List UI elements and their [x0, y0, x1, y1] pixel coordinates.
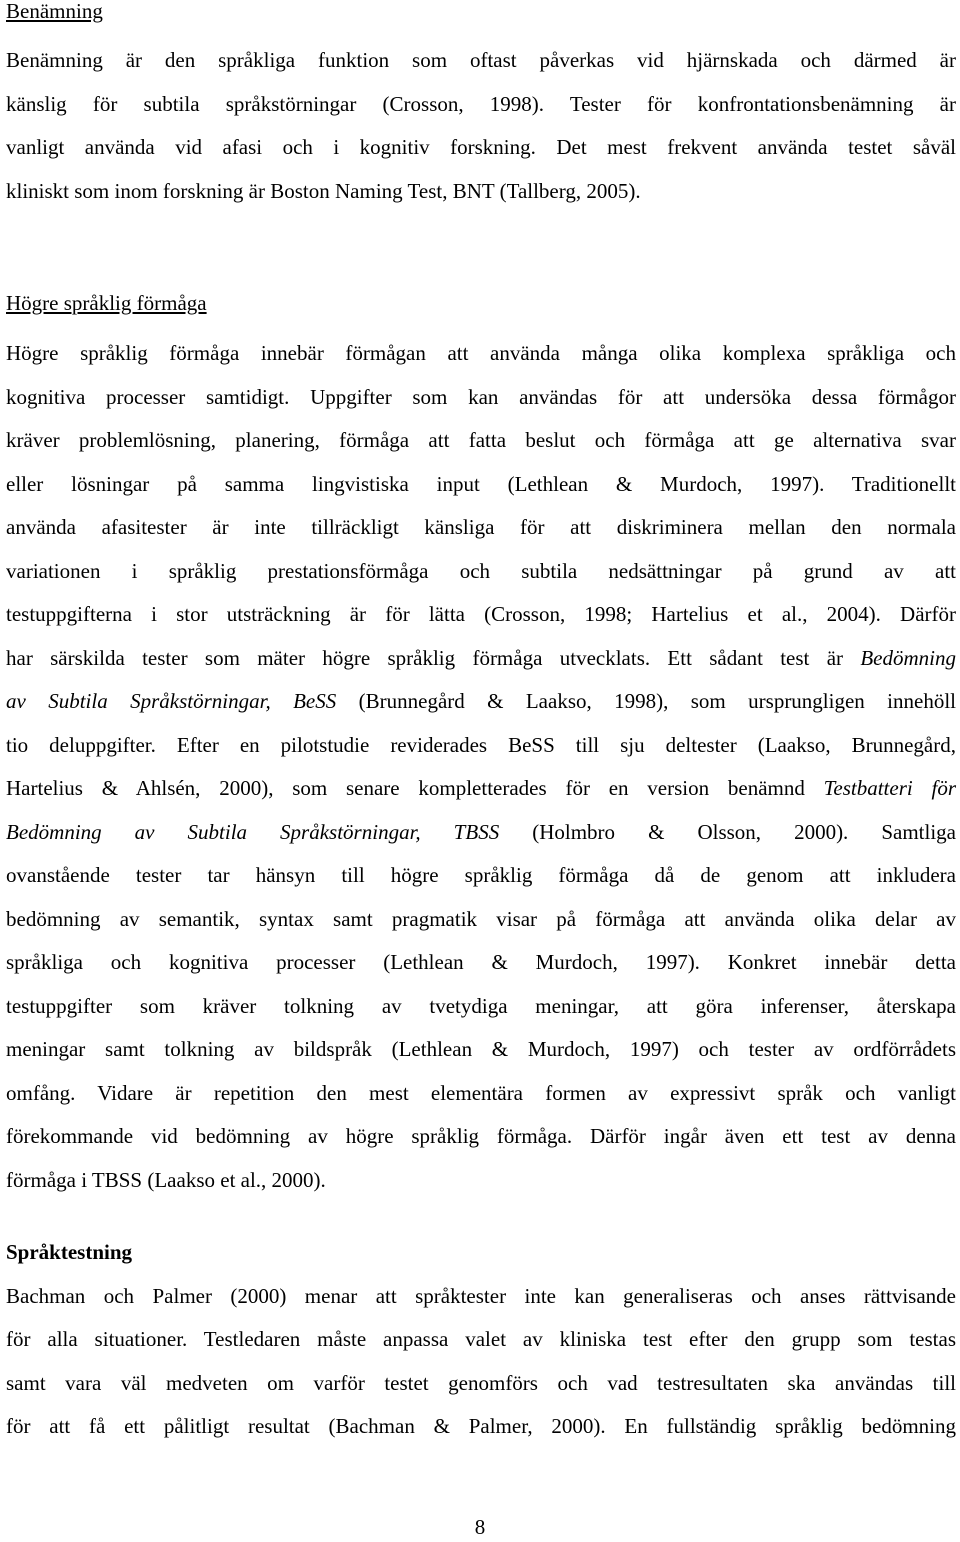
paragraph-line: tio deluppgifter. Efter en pilotstudie reviderades BeSS till sju deltester (Laakso, Brunnegård, [6, 733, 956, 757]
paragraph-line: ovanstående tester tar hänsyn till högre språklig förmåga då de genom att inkludera [6, 863, 956, 887]
paragraph-text: (Brunnegård & Laakso, 1998), som ursprungligen innehöll [358, 689, 957, 713]
paragraph-text: Hartelius & Ahlsén, 2000), som senare kompletterades för en version benämnd [6, 776, 805, 800]
paragraph-line: förmåga i TBSS (Laakso et al., 2000). [6, 1168, 326, 1192]
paragraph-line: samt vara väl medveten om varför testet genomförs och vad testresultaten ska användas till [6, 1371, 956, 1395]
paragraph-line: använda afasitester är inte tillräckligt känsliga för att diskriminera mellan den normala [6, 515, 956, 539]
paragraph-line: känslig för subtila språkstörningar (Crosson, 1998). Tester för konfrontationsbenämning är [6, 92, 956, 116]
paragraph-line: Högre språklig förmåga innebär förmågan att använda många olika komplexa språkliga och [6, 341, 956, 365]
italic-title: Testbatteri för [823, 776, 956, 800]
paragraph-line: variationen i språklig prestationsförmåga och subtila nedsättningar på grund av att [6, 559, 956, 583]
paragraph-line: eller lösningar på samma lingvistiska input (Lethlean & Murdoch, 1997). Traditionellt [6, 472, 956, 496]
paragraph-line: vanligt använda vid afasi och i kognitiv forskning. Det mest frekvent använda testet såväl [6, 135, 956, 159]
paragraph-line: bedömning av semantik, syntax samt pragmatik visar på förmåga att använda olika delar av [6, 907, 956, 931]
paragraph-line: Benämning är den språkliga funktion som oftast påverkas vid hjärnskada och därmed är [6, 48, 956, 72]
paragraph-line: för att få ett pålitligt resultat (Bachman & Palmer, 2000). En fullständig språklig bedömning [6, 1414, 956, 1438]
paragraph-line: förekommande vid bedömning av högre språklig förmåga. Därför ingår även ett test av denna [6, 1124, 956, 1148]
paragraph-line [6, 643, 956, 673]
paragraph-line: Bachman och Palmer (2000) menar att språktester inte kan generaliseras och anses rättvisande [6, 1284, 956, 1308]
paragraph-text: har särskilda tester som mäter högre språklig förmåga utvecklats. Ett sådant test är [6, 646, 844, 670]
paragraph-text: (Holmbro & Olsson, 2000). Samtliga [532, 820, 956, 844]
italic-title: av Subtila Språkstörningar, BeSS [6, 689, 337, 713]
paragraph-line: kräver problemlösning, planering, förmåga att fatta beslut och förmåga att ge alternativa svar [6, 428, 956, 452]
italic-title: Bedömning [860, 646, 956, 670]
section-heading-benamning: Benämning [6, 0, 103, 23]
section-heading-hogre-spraklig-formaga: Högre språklig förmåga [6, 291, 207, 315]
paragraph-line [6, 686, 956, 716]
paragraph-line: språkliga och kognitiva processer (Lethlean & Murdoch, 1997). Konkret innebär detta [6, 950, 956, 974]
paragraph-line: testuppgifter som kräver tolkning av tvetydiga meningar, att göra inferenser, återskapa [6, 994, 956, 1018]
paragraph-line: för alla situationer. Testledaren måste anpassa valet av kliniska test efter den grupp som testas [6, 1327, 956, 1351]
paragraph-line: kognitiva processer samtidigt. Uppgifter som kan användas för att undersöka dessa förmågor [6, 385, 956, 409]
page-number: 8 [474, 1515, 486, 1539]
italic-title: Bedömning av Subtila Språkstörningar, TBSS [6, 820, 500, 844]
paragraph-line: meningar samt tolkning av bildspråk (Lethlean & Murdoch, 1997) och tester av ordförrådets [6, 1037, 956, 1061]
section-heading-spraktestning: Språktestning [6, 1240, 133, 1264]
paragraph-line [6, 817, 956, 847]
paragraph-line: kliniskt som inom forskning är Boston Naming Test, BNT (Tallberg, 2005). [6, 179, 641, 203]
paragraph-line: testuppgifterna i stor utsträckning är för lätta (Crosson, 1998; Hartelius et al., 2004). Därför [6, 602, 956, 626]
paragraph-line: omfång. Vidare är repetition den mest elementära formen av expressivt språk och vanligt [6, 1081, 956, 1105]
paragraph-line [6, 773, 956, 803]
